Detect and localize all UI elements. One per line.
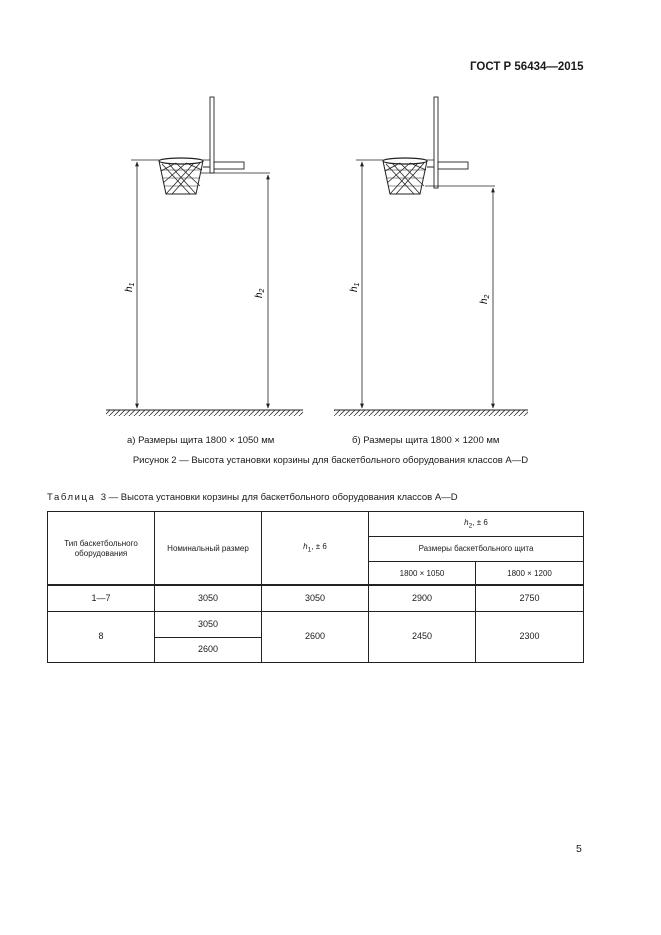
caption-b: б) Размеры щита 1800 × 1200 мм	[352, 435, 500, 446]
table-caption-text: — Высота установки корзины для баскетбольного оборудования классов А—D	[106, 492, 458, 503]
backboard-a	[210, 97, 214, 173]
cell-h2-b: 2300	[476, 612, 584, 663]
diagram-a	[106, 97, 303, 416]
caption-a: а) Размеры щита 1800 × 1050 мм	[127, 435, 275, 446]
cell-type: 8	[48, 612, 155, 663]
cell-nominal: 3050	[155, 586, 262, 612]
height-table	[47, 511, 584, 663]
cell-h2-a: 2450	[369, 612, 476, 663]
mount-arm-b	[438, 162, 468, 169]
backboard-b	[434, 97, 438, 188]
header-size-b: 1800 × 1200	[476, 562, 584, 586]
basket-net-a	[159, 158, 210, 194]
header-h2: $h_2$, ± 6	[369, 512, 584, 537]
ground-hatch-a	[106, 410, 303, 416]
figure-caption: Рисунок 2 — Высота установки корзины для баскетбольного оборудования классов А—D	[132, 455, 529, 466]
page-number: 5	[576, 843, 582, 855]
table-row	[48, 586, 584, 612]
cell-nominal: 2600	[155, 638, 262, 663]
header-nominal: Номинальный размер	[155, 512, 262, 586]
table-caption-number: 3	[100, 492, 107, 503]
h1-label-b: $h_1$	[349, 282, 361, 292]
header-type: Тип баскетбольного оборудования	[48, 512, 155, 586]
basket-net-b	[383, 158, 434, 194]
h2-label-a: $h_2$	[254, 288, 266, 298]
cell-type: 1—7	[48, 586, 155, 612]
basket-height-diagram	[0, 0, 661, 430]
header-separator	[47, 584, 583, 586]
cell-h1: 3050	[262, 586, 369, 612]
cell-nominal: 3050	[155, 612, 262, 638]
header-board-sizes: Размеры баскетбольного щита	[369, 537, 584, 562]
cell-h2-b: 2750	[476, 586, 584, 612]
cell-h1: 2600	[262, 612, 369, 663]
header-size-a: 1800 × 1050	[369, 562, 476, 586]
table-caption-label: Таблица	[47, 492, 96, 503]
table-caption	[47, 492, 458, 503]
h1-label-a: $h_1$	[124, 282, 136, 292]
table-row	[48, 612, 584, 638]
ground-hatch-b	[334, 410, 528, 416]
cell-h2-a: 2900	[369, 586, 476, 612]
standard-number: ГОСТ Р 56434—2015	[470, 61, 584, 73]
mount-arm-a	[214, 162, 244, 169]
header-h1: $h_1$, ± 6	[262, 512, 369, 586]
diagram-b	[334, 97, 528, 416]
h2-label-b: $h_2$	[479, 294, 491, 304]
